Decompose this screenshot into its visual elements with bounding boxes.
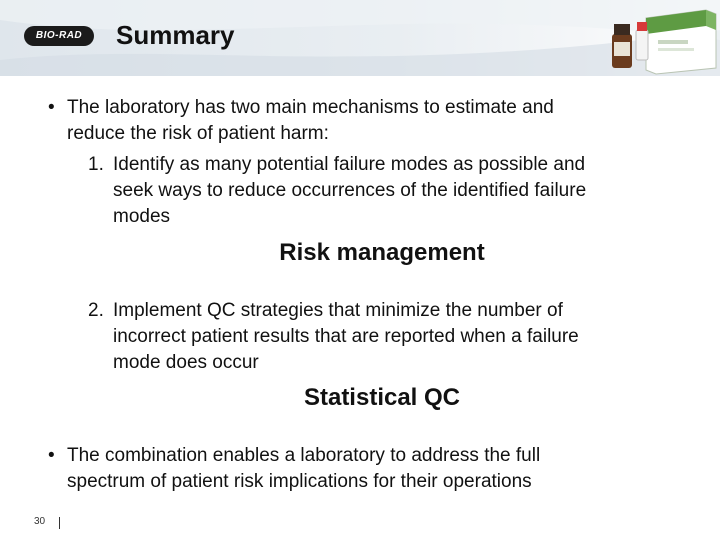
item1-line1: Identify as many potential failure modes as possible and xyxy=(113,154,586,175)
risk-management-heading: Risk management xyxy=(279,239,485,266)
item1-line2: seek ways to reduce occurrences of the identified failure xyxy=(113,180,587,201)
bullet-marker: • xyxy=(48,97,55,118)
item2-line2: incorrect patient results that are reported when a failure xyxy=(113,326,579,347)
page-number: 30 xyxy=(34,516,46,527)
item2-line3: mode does occur xyxy=(113,352,259,373)
item1-line3: modes xyxy=(113,206,171,227)
item1-number: 1. xyxy=(88,154,104,175)
bullet1-line1: The laboratory has two main mechanisms to estimate and xyxy=(67,97,554,118)
item2-number: 2. xyxy=(88,300,104,321)
statistical-qc-heading: Statistical QC xyxy=(303,384,461,411)
bio-rad-logo: BIO-RAD xyxy=(24,26,94,46)
bullet2-line2: spectrum of patient risk implications for their operations xyxy=(67,471,532,492)
bullet-marker: • xyxy=(48,445,55,466)
bullet1-line2: reduce the risk of patient harm: xyxy=(67,123,329,144)
bullet2-line1: The combination enables a laboratory to address the full xyxy=(67,445,541,466)
item2-line1: Implement QC strategies that minimize the number of xyxy=(113,300,563,321)
footer-divider xyxy=(59,517,60,529)
page-title: Summary xyxy=(116,20,235,50)
